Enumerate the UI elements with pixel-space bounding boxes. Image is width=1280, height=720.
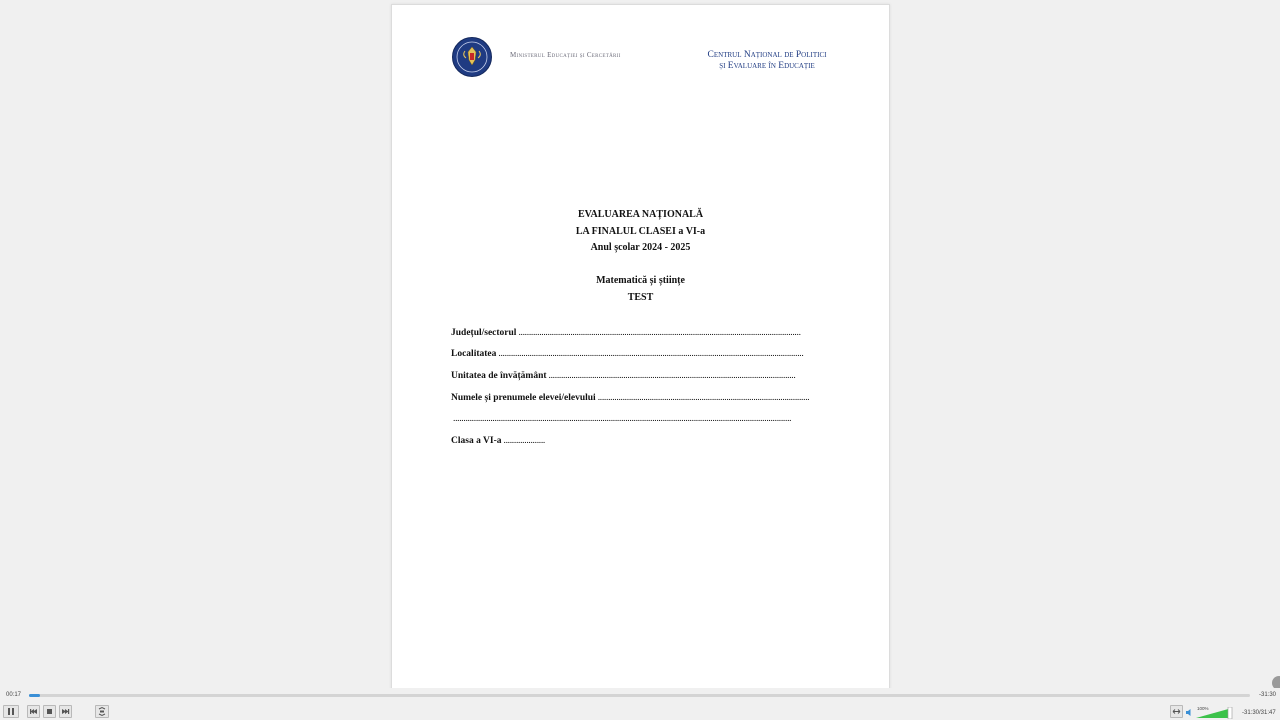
form-field-label: Unitatea de învățământ: [451, 371, 547, 381]
subject-line: TEST: [627, 291, 654, 303]
form-field-dots: ......................................................................................................: [597, 393, 810, 403]
document-page: [391, 4, 890, 706]
form-field-county: [451, 328, 841, 342]
form-field-student-name: [451, 393, 841, 407]
government-seal-icon: [452, 37, 492, 77]
form-field-label: Clasa a VI-a: [451, 436, 502, 446]
volume-slider[interactable]: [1196, 707, 1234, 719]
next-button[interactable]: [59, 705, 72, 718]
evaluation-center-name: [692, 50, 842, 72]
remaining-time: -31:30: [1259, 692, 1277, 698]
form-field-locality: [451, 349, 841, 363]
fullscreen-button[interactable]: [1170, 705, 1183, 718]
form-field-label: Numele și prenumele elevei/elevului: [451, 393, 596, 403]
volume-percent: 100%: [1197, 706, 1209, 711]
total-time: -31:30/31:47: [1242, 710, 1276, 716]
form-field-dots: .......................................................................................................................: [548, 371, 796, 381]
exam-title: [392, 207, 889, 257]
title-line: EVALUAREA NAȚIONALĂ: [577, 209, 704, 220]
seek-bar-progress: [29, 694, 40, 697]
exam-subject: [392, 273, 889, 306]
form-field-school: [451, 371, 841, 385]
stop-button[interactable]: [43, 705, 56, 718]
form-field-class: [451, 436, 841, 450]
stop-icon: [44, 706, 55, 717]
seek-bar[interactable]: [29, 694, 1250, 697]
form-field-dots: ...................................................................................................................................................................: [453, 414, 792, 424]
document-header: [452, 37, 832, 77]
center-name-line1: Centrul Național de Politici: [707, 50, 827, 60]
form-field-dots: ....................: [503, 436, 546, 446]
player-controls: [0, 688, 1280, 720]
previous-button[interactable]: [27, 705, 40, 718]
ministry-name: Ministerul Educației și Cercetării: [510, 51, 621, 59]
playlist-toggle-button[interactable]: [95, 705, 109, 718]
form-field-dots: ........................................................................................................................................: [518, 328, 801, 338]
fullscreen-icon: [1171, 706, 1182, 717]
elapsed-time: 00:17: [6, 692, 22, 698]
title-line: Anul școlar 2024 - 2025: [590, 242, 691, 253]
pause-icon: [4, 706, 18, 717]
pause-button[interactable]: [3, 705, 19, 718]
expand-icon: [96, 706, 108, 717]
next-icon: [60, 706, 71, 717]
form-field-label: Județul/sectorul: [451, 328, 517, 338]
form-field-student-name-continued: [451, 414, 841, 428]
prev-icon: [28, 706, 39, 717]
speaker-icon[interactable]: [1185, 708, 1194, 717]
center-name-line2: și Evaluare în Educație: [719, 61, 815, 71]
form-field-dots: ...................................................................................................................................................: [498, 349, 804, 359]
subject-line: Matematică și științe: [596, 275, 685, 286]
title-line: LA FINALUL CLASEI a VI-a: [575, 225, 706, 237]
form-field-label: Localitatea: [451, 349, 497, 359]
